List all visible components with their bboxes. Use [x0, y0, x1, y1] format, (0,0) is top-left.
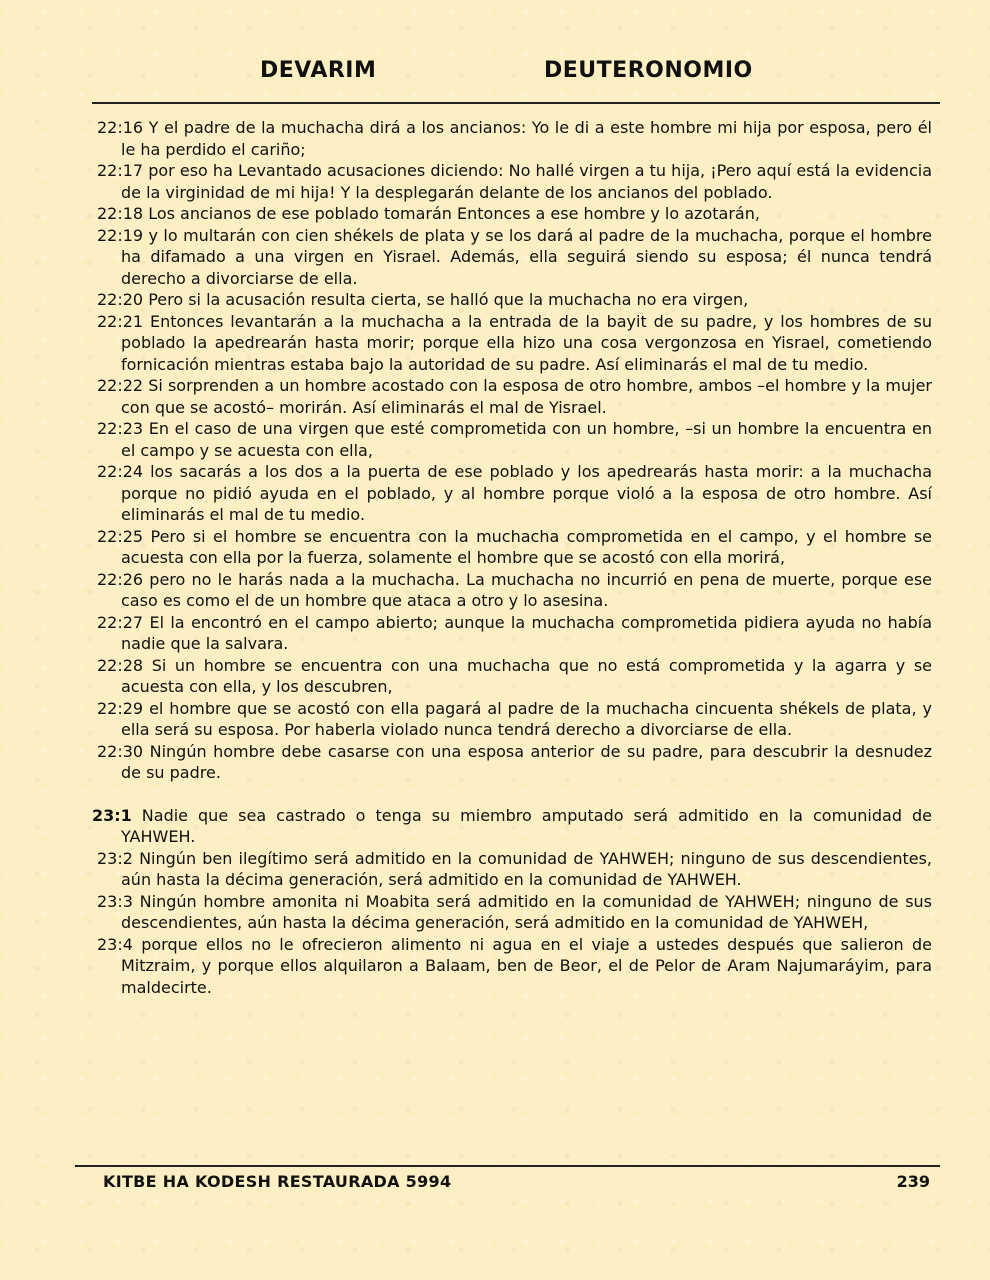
verse-text: Ningún hombre debe casarse con una esposa anterior de su padre, para descubrir la desnudez de su padre.: [121, 741, 932, 782]
verse-text: los sacarás a los dos a la puerta de ese poblado y los apedrearás hasta morir: a la muchacha porque no pidió ayuda en el poblado, y al hombre porque violó a la esposa de otro hombre. Así eliminarás el mal de tu medio.: [121, 462, 932, 524]
page-number: 239: [896, 1172, 930, 1191]
verse: [92, 805, 932, 848]
verse: [97, 655, 932, 698]
verse: [97, 311, 932, 376]
verse-text: Entonces levantarán a la muchacha a la entrada de la bayit de su padre, y los hombres de su poblado la apedrearán hasta morir; porque ella hizo una cosa vergonzosa en Yisrael, cometiendo fornicación mientras estaba bajo la autoridad de su padre. Así eliminarás el mal de tu medio.: [121, 311, 932, 374]
verse-text: Los ancianos de ese poblado tomarán Entonces a ese hombre y lo azotarán,: [143, 204, 760, 223]
verse: [97, 526, 932, 569]
verse-text: El la encontró en el campo abierto; aunque la muchacha comprometida pidiera ayuda no había nadie que la salvara.: [121, 612, 932, 653]
verse: [97, 375, 932, 418]
verse-ref: 22:21: [97, 311, 144, 331]
verse-ref: 22:22: [97, 376, 144, 395]
verse-text: Si sorprenden a un hombre acostado con la esposa de otro hombre, ambos –el hombre y la mujer con que se acostó– morirán. Así eliminarás el mal de Yisrael.: [121, 376, 932, 417]
verse: [97, 418, 932, 461]
verse: [97, 225, 932, 290]
verse: [97, 741, 932, 784]
verse-text: porque ellos no le ofrecieron alimento ni agua en el viaje a ustedes después que salieron de Mitzraim, y porque ellos alquilaron a Balaam, ben de Beor, el de Pelor de Aram Najumaráyim, para maldecirte.: [121, 934, 932, 997]
chapter-gap: [97, 784, 932, 805]
verse-ref: 22:28: [97, 655, 144, 675]
verse-text: Pero si el hombre se encuentra con la muchacha comprometida en el campo, y el hombre se acuesta con ella por la fuerza, solamente el hombre que se acostó con ella morirá,: [121, 526, 932, 567]
footer-book-name: KITBE HA KODESH RESTAURADA 5994: [103, 1172, 452, 1191]
verse: [97, 117, 932, 160]
verse-ref: 22:24: [97, 462, 144, 481]
verse: [97, 203, 932, 225]
verse-ref: 22:16: [97, 118, 144, 137]
verse-text: Pero si la acusación resulta cierta, se halló que la muchacha no era virgen,: [143, 290, 749, 309]
verse-text: y lo multarán con cien shékels de plata y se los dará al padre de la muchacha, porque el hombre ha difamado a una virgen en Yisrael. Además, ella seguirá siendo su esposa; él nunca tendrá derecho a divorciarse de ella.: [121, 225, 932, 288]
page-footer: [75, 1165, 940, 1199]
verse-text: por eso ha Levantado acusaciones diciendo: No hallé virgen a tu hija, ¡Pero aquí está la evidencia de la virginidad de mi hija! Y la desplegarán delante de los ancianos del poblado.: [121, 161, 932, 202]
verse-ref: 22:18: [97, 204, 144, 223]
verse-text: En el caso de una virgen que esté comprometida con un hombre, –si un hombre la encuentra en el campo y se acuesta con ella,: [121, 419, 932, 460]
verse-ref: 22:26: [97, 569, 144, 589]
chapter-22: [97, 117, 932, 784]
verse-ref: 23:4: [97, 934, 133, 954]
verse-text: Ningún ben ilegítimo será admitido en la comunidad de YAHWEH; ninguno de sus descendientes, aún hasta la décima generación, será admitido en la comunidad de YAHWEH.: [121, 848, 932, 889]
verse: [97, 160, 932, 203]
verse-text: pero no le harás nada a la muchacha. La muchacha no incurrió en pena de muerte, porque ese caso es como el de un hombre que ataca a otro y lo asesina.: [121, 569, 932, 610]
book-title-hebrew: DEVARIM: [260, 58, 377, 83]
book-title-spanish: DEUTERONOMIO: [544, 58, 753, 83]
verse-ref: 22:19: [97, 225, 144, 245]
verse-ref: 23:2: [97, 848, 133, 868]
verse-text: el hombre que se acostó con ella pagará al padre de la muchacha cincuenta shékels de plata, y ella será su esposa. Por haberla violado nunca tendrá derecho a divorciarse de ella.: [121, 698, 932, 739]
verse-ref: 23:3: [97, 891, 133, 911]
verse-text: Si un hombre se encuentra con una muchacha que no está comprometida y la agarra y se acuesta con ella, y los descubren,: [121, 655, 932, 696]
page-header: [92, 58, 940, 104]
verse-ref: 23:1: [92, 805, 132, 825]
verse-ref: 22:27: [97, 612, 144, 632]
verse: [97, 289, 932, 311]
verse-ref: 22:17: [97, 161, 144, 180]
verse-ref: 22:20: [97, 290, 144, 309]
verse: [97, 612, 932, 655]
verse: [97, 848, 932, 891]
verse: [97, 934, 932, 999]
verse: [97, 569, 932, 612]
verse-ref: 22:25: [97, 526, 144, 546]
verse-text: Y el padre de la muchacha dirá a los ancianos: Yo le di a este hombre mi hija por esposa, pero él le ha perdido el cariño;: [121, 118, 932, 159]
verse: [97, 891, 932, 934]
verse: [97, 461, 932, 526]
verse-ref: 22:29: [97, 698, 144, 718]
verse-text: Ningún hombre amonita ni Moabita será admitido en la comunidad de YAHWEH; ninguno de sus descendientes, aún hasta la décima generación, será admitido en la comunidad de YAHWEH,: [121, 891, 932, 932]
scripture-text: [92, 117, 932, 998]
verse-ref: 22:30: [97, 741, 144, 761]
chapter-23: [92, 805, 932, 999]
verse-text: Nadie que sea castrado o tenga su miembro amputado será admitido en la comunidad de YAHWEH.: [121, 805, 932, 846]
verse: [97, 698, 932, 741]
verse-ref: 22:23: [97, 419, 144, 438]
